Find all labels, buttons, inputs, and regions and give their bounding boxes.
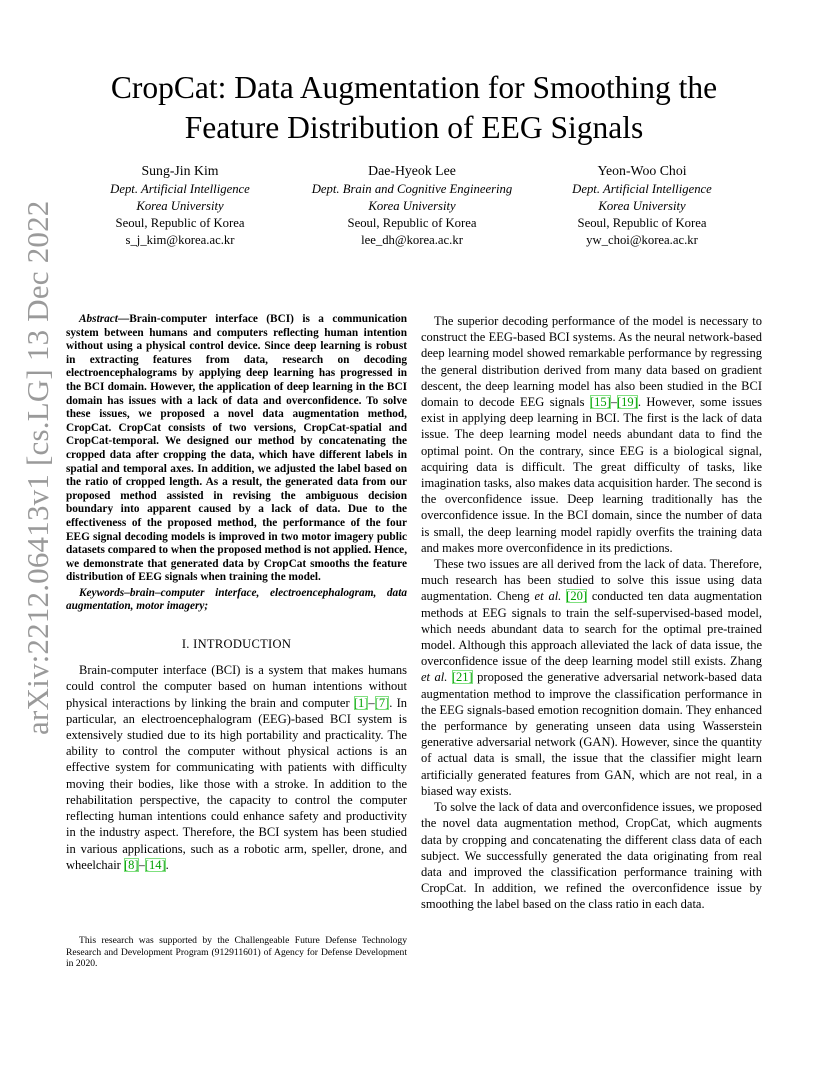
body-text: proposed the generative adversarial network-based data augmentation method to improve the classification performance in the EEG signals-based emotion recognition domain. They enhanced the performance by generating unseen data using Wasserstein generative adversarial network (GAN). However, since the quantity of actual data is small, the issue that the classifier might learn artificially generated features from GAN, which are not real, in a biased way exists. [421, 670, 762, 798]
citation-link[interactable]: [1] [353, 695, 369, 710]
author-city: Seoul, Republic of Korea [577, 216, 707, 230]
intro-text: Brain-computer interface (BCI) is a system that makes humans could control the computer based on human intentions without physical interactions by linking the brain and computer [66, 663, 407, 710]
body-text: . However, some issues exist in applying deep learning in BCI. The first is the lack of data issue. The deep learning model needs abundant data to find the optimal point. On the contrary, since EEG is a biological signal, acquiring data is difficult. The great difficulty of tasks, like imagination tasks, also makes data acquisition harder. The second is the overconfidence issue. Deep learning traditionally has the overconfidence issue. In the BCI domain, since the number of data is small, the deep learning model rapidly overfits the training data and makes more overconfidence in its predictions. [421, 395, 763, 555]
author-name: Sung-Jin Kim [141, 163, 219, 178]
citation-link[interactable]: [21] [451, 670, 473, 685]
citation-dash: – [368, 695, 375, 710]
author-dept: Dept. Brain and Cognitive Engineering [311, 182, 513, 196]
citation-link[interactable]: [15] [589, 395, 611, 410]
abstract-label: Abstract [79, 313, 118, 325]
author-dept: Dept. Artificial Intelligence [572, 182, 712, 196]
citation-link[interactable]: [7] [374, 695, 390, 710]
title-line-1: CropCat: Data Augmentation for Smoothing the [110, 70, 718, 105]
author-dept: Dept. Artificial Intelligence [110, 182, 250, 196]
citation-dash: – [610, 395, 617, 410]
author-block-2 [292, 162, 532, 249]
body-paragraph [421, 556, 762, 799]
author-city: Seoul, Republic of Korea [115, 216, 245, 230]
left-column [66, 313, 407, 873]
right-column [421, 313, 762, 913]
intro-text: . [165, 857, 169, 872]
abstract-text: —Brain-computer interface (BCI) is a communication system between humans and computers reflecting human intention without using a physical control device. Since deep learning is robust in extracting features from data, research on decoding electroencephalograms by applying deep learning has progressed in the BCI domain. However, the application of deep learning in the BCI domain has issues with a lack of data and overconfidence. To solve these issues, we proposed a novel data augmentation method, CropCat. CropCat consists of two versions, CropCat-spatial and CropCat-temporal. We designed our method by concatenating the cropped data after cropping the data, which have different labels in spatial and temporal axes. In addition, we adjusted the label based on the ratio of cropped length. As a result, the generated data from our proposed method assisted in revising the ambiguous decision boundary into apparent caused by a lack of data. Due to the effectiveness of the proposed method, the performance of the four EEG signal decoding models is improved in two motor imagery public datasets compared to when the proposed method is not applied. Hence, we demonstrate that generated data by CropCat smooths the feature distribution of EEG signals when training the model. [66, 313, 408, 584]
author-city: Seoul, Republic of Korea [347, 216, 477, 230]
arxiv-watermark: arXiv:2212.06413v1 [cs.LG] 13 Dec 2022 [20, 200, 55, 735]
author-name: Yeon-Woo Choi [597, 163, 687, 178]
author-email: lee_dh@korea.ac.kr [361, 233, 463, 247]
body-text: conducted ten data augmentation methods at EEG signals to train the self-supervised-based model, which needs abundant data to search for the optimal pre-trained model. Although this approach alleviated the lack of data issue, the overconfidence issue of the deep learning model still exists. Zhang [421, 589, 762, 669]
title-line-2: Feature Distribution of EEG Signals [184, 110, 644, 145]
author-email: s_j_kim@korea.ac.kr [125, 233, 235, 247]
body-text: These two issues are all derived from the lack of data. Therefore, much research has been studied to solve this issue using data augmentation. Cheng [421, 557, 762, 604]
author-univ: Korea University [368, 199, 456, 213]
citation-link[interactable]: [8] [123, 857, 139, 872]
author-block-3 [522, 162, 762, 249]
section-heading-introduction: I. INTRODUCTION [181, 637, 292, 652]
keywords: Keywords–brain–computer interface, electroencephalogram, data augmentation, motor imagery; [66, 586, 407, 613]
citation-link[interactable]: [14] [144, 857, 166, 872]
intro-paragraph [66, 662, 407, 873]
author-name: Dae-Hyeok Lee [368, 163, 456, 178]
et-al: et al. [534, 589, 562, 604]
author-univ: Korea University [136, 199, 224, 213]
et-al: et al. [421, 670, 448, 685]
citation-dash: – [138, 857, 145, 872]
abstract [66, 313, 407, 585]
body-paragraph [421, 313, 762, 556]
funding-footnote: This research was supported by the Challengeable Future Defense Technology Research and Development Program (912911601) of Agency for Defense Development in 2020. [66, 935, 407, 970]
body-paragraph: To solve the lack of data and overconfidence issues, we proposed the novel data augmentation method, CropCat, which augments data by cropping and concatenating the different class data of each subject. We successfully generated the data originating from real data and improved the classification performance training with CropCat. In addition, we refined the overconfidence issue by smoothing the label based on the class ratio in each data. [421, 800, 762, 912]
citation-link[interactable]: [19] [617, 395, 638, 410]
paper-title [80, 68, 748, 148]
author-block-1 [60, 162, 300, 249]
intro-text: . In particular, an electroencephalogram (EEG)-based BCI system is extensively studied due to its high portability and practicality. The ability to control the computer without physical actions is an effective system for communicating with patients with difficulty moving their bodies, like those with a stroke. In addition to the rehabilitation perspective, the capacity to control the computer reflecting human intentions could enhance safety and productivity in the industry aspect. Therefore, the BCI system has been studied in various applications, such as a robotic arm, speller, drone, and wheelchair [66, 695, 407, 872]
body-text: The superior decoding performance of the model is necessary to construct the EEG-based BCI systems. As the neural network-based deep learning model showed remarkable performance by regressing the general distribution derived from many data based on gradient descent, the deep learning model has also been studied in the BCI domain to decode EEG signals [421, 314, 762, 410]
author-univ: Korea University [598, 199, 686, 213]
citation-link[interactable]: [20] [566, 589, 587, 604]
author-email: yw_choi@korea.ac.kr [586, 233, 698, 247]
